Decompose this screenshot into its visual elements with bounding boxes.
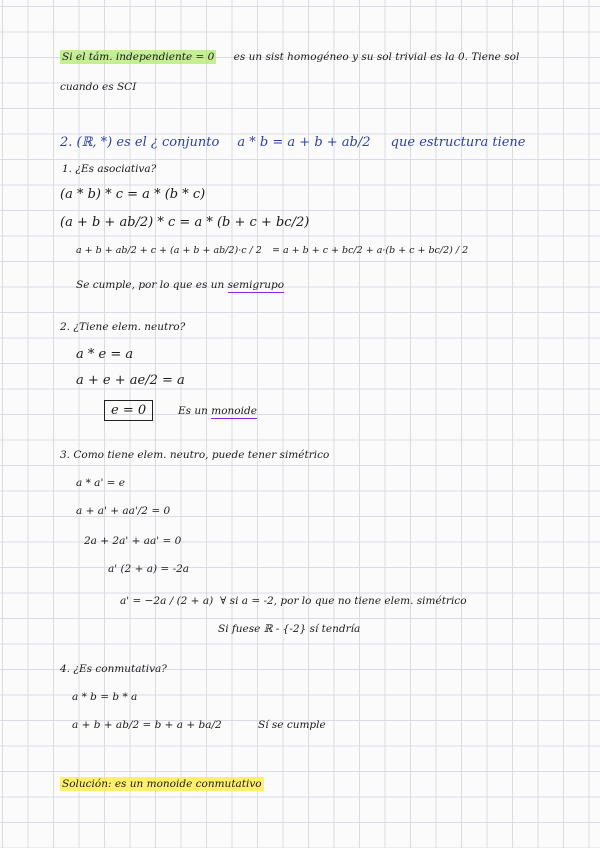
- neutral-eq-2: a + e + ae/2 = a: [76, 373, 185, 388]
- neutral-eq-1: a * e = a: [76, 347, 134, 362]
- assoc-eq-3-right: = a + b + c + bc/2 + a·(b + c + bc/2) / 2: [272, 245, 469, 256]
- question-commutative: 4. ¿Es conmutativa?: [60, 663, 167, 675]
- assoc-eq-2: (a + b + ab/2) * c = a * (b + c + bc/2): [60, 215, 310, 230]
- solution-highlight: Solución: es un monoide conmutativo: [62, 778, 262, 790]
- assoc-eq-3-left: a + b + ab/2 + c + (a + b + ab/2)·c / 2: [76, 245, 262, 256]
- highlight-homogeneous: Si el tám. independiente = 0: [62, 51, 215, 63]
- comm-eq-2a: a + b + ab/2 = b + a + ba/2: [72, 719, 222, 731]
- sym-eq-4: a' (2 + a) = -2a: [108, 563, 190, 575]
- note-line-2: cuando es SCI: [60, 81, 137, 93]
- comm-eq-1: a * b = b * a: [72, 691, 138, 703]
- sym-eq-5b: ∀ si a = -2, por lo que no tiene elem. simétrico: [220, 595, 467, 607]
- assoc-conclusion: Se cumple, por lo que es un semigrupo: [76, 279, 285, 291]
- monoid-word: monoide: [211, 405, 257, 417]
- sym-eq-6: Si fuese ℝ - {-2} sí tendría: [218, 623, 361, 635]
- note-line-1-rest: es un sist homogéneo y su sol trivial es la 0. Tiene sol: [233, 51, 520, 63]
- neutral-conclusion: Es un monoide: [178, 405, 257, 417]
- question-associative: 1. ¿Es asociativa?: [62, 163, 157, 175]
- question-neutral: 2. ¿Tiene elem. neutro?: [60, 321, 186, 333]
- assoc-eq-1: (a * b) * c = a * (b * c): [60, 187, 206, 202]
- comm-eq-2b: Sí se cumple: [258, 719, 326, 731]
- sym-eq-2: a + a' + aa'/2 = 0: [76, 505, 171, 517]
- semigroup-word: semigrupo: [227, 279, 285, 291]
- neutral-box: [104, 404, 153, 417]
- sym-eq-3: 2a + 2a' + aa' = 0: [84, 535, 182, 547]
- sym-eq-5a: a' = −2a / (2 + a): [120, 595, 214, 607]
- sym-eq-1: a * a' = e: [76, 477, 126, 489]
- note-line-1: [60, 52, 519, 63]
- question-symmetric: 3. Como tiene elem. neutro, puede tener simétrico: [60, 449, 330, 461]
- neutral-element-box: e = 0: [104, 400, 153, 421]
- solution-line: [60, 779, 264, 790]
- operation-formula: a * b = a + b + ab/2: [237, 135, 371, 150]
- exercise-2-title: 2. (ℝ, *) es el ¿ conjunto a * b = a + b + ab/2 que estructura tiene: [60, 135, 526, 150]
